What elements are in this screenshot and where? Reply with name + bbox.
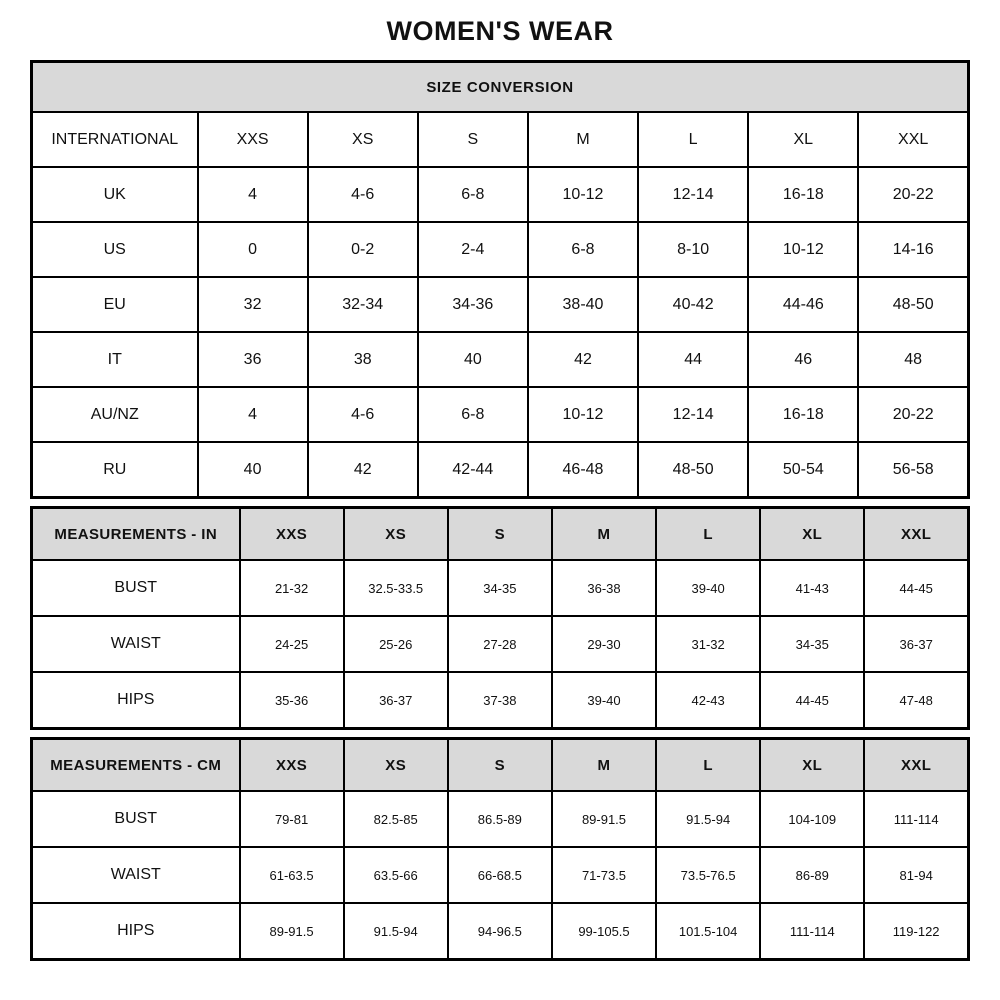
table-row-it — [32, 332, 969, 387]
table-cell: 6-8 — [528, 222, 638, 277]
table-cell: 86.5-89 — [448, 791, 552, 847]
table-banner-row — [32, 62, 969, 113]
table-cell: 61-63.5 — [240, 847, 344, 903]
table-cell: 48-50 — [638, 442, 748, 498]
column-header-s: S — [448, 508, 552, 561]
column-header-l: L — [656, 739, 760, 792]
table-cell: 0 — [198, 222, 308, 277]
row-label-us: US — [32, 222, 198, 277]
table-cell: 39-40 — [552, 672, 656, 729]
table-cell: 6-8 — [418, 387, 528, 442]
row-label-bust: BUST — [32, 560, 240, 616]
table-cell: 50-54 — [748, 442, 858, 498]
table-cell: 29-30 — [552, 616, 656, 672]
row-label-it: IT — [32, 332, 198, 387]
column-header-xs: XS — [308, 112, 418, 167]
table-cell: 12-14 — [638, 387, 748, 442]
table-cell: 0-2 — [308, 222, 418, 277]
table-cell: 63.5-66 — [344, 847, 448, 903]
table-cell: 27-28 — [448, 616, 552, 672]
table-row-bust — [32, 560, 969, 616]
row-label-waist: WAIST — [32, 847, 240, 903]
column-header-xs: XS — [344, 508, 448, 561]
row-label-bust: BUST — [32, 791, 240, 847]
table-cell: 101.5-104 — [656, 903, 760, 960]
column-header-xxl: XXL — [864, 508, 968, 561]
table-cell: 36-37 — [864, 616, 968, 672]
table-cell: 94-96.5 — [448, 903, 552, 960]
column-header-l: L — [638, 112, 748, 167]
table-cell: 37-38 — [448, 672, 552, 729]
table-cell: 20-22 — [858, 167, 968, 222]
table-cell: 86-89 — [760, 847, 864, 903]
table-cell: 38-40 — [528, 277, 638, 332]
table-cell: 4-6 — [308, 167, 418, 222]
row-label-hips: HIPS — [32, 903, 240, 960]
table-cell: 42 — [528, 332, 638, 387]
column-header-xs: XS — [344, 739, 448, 792]
table-cell: 89-91.5 — [552, 791, 656, 847]
table-cell: 2-4 — [418, 222, 528, 277]
table-cell: 10-12 — [528, 167, 638, 222]
table-cell: 89-91.5 — [240, 903, 344, 960]
table-row-waist — [32, 616, 969, 672]
column-header-m: M — [552, 508, 656, 561]
table-cell: 91.5-94 — [656, 791, 760, 847]
table-row-au-nz — [32, 387, 969, 442]
row-label-au-nz: AU/NZ — [32, 387, 198, 442]
table-row-hips — [32, 672, 969, 729]
table-cell: 25-26 — [344, 616, 448, 672]
table-cell: 91.5-94 — [344, 903, 448, 960]
table-cell: 42 — [308, 442, 418, 498]
measurements-cm-table — [30, 737, 970, 961]
row-label-eu: EU — [32, 277, 198, 332]
table-cell: 16-18 — [748, 167, 858, 222]
table-cell: 35-36 — [240, 672, 344, 729]
table-row-us — [32, 222, 969, 277]
page-title: WOMEN'S WEAR — [386, 16, 614, 46]
row-label-hips: HIPS — [32, 672, 240, 729]
table-cell: 6-8 — [418, 167, 528, 222]
table-cell: 47-48 — [864, 672, 968, 729]
table-cell: 34-35 — [448, 560, 552, 616]
row-label-uk: UK — [32, 167, 198, 222]
column-header-xxs: XXS — [240, 508, 344, 561]
table-cell: 111-114 — [760, 903, 864, 960]
table-cell: 99-105.5 — [552, 903, 656, 960]
column-header-s: S — [418, 112, 528, 167]
size-conversion-table — [30, 60, 970, 499]
column-header-m: M — [552, 739, 656, 792]
column-header-xxs: XXS — [240, 739, 344, 792]
table-cell: 42-43 — [656, 672, 760, 729]
row-label-waist: WAIST — [32, 616, 240, 672]
table-cell: 12-14 — [638, 167, 748, 222]
column-header-xl: XL — [760, 739, 864, 792]
table-row-waist — [32, 847, 969, 903]
table-cell: 20-22 — [858, 387, 968, 442]
column-header-l: L — [656, 508, 760, 561]
row-label-ru: RU — [32, 442, 198, 498]
table-row-bust — [32, 791, 969, 847]
table-cell: 34-35 — [760, 616, 864, 672]
column-header-xxs: XXS — [198, 112, 308, 167]
table-cell: 34-36 — [418, 277, 528, 332]
table-cell: 46 — [748, 332, 858, 387]
table-cell: 71-73.5 — [552, 847, 656, 903]
column-header-xl: XL — [760, 508, 864, 561]
corner-header-international: INTERNATIONAL — [32, 112, 198, 167]
table-cell: 66-68.5 — [448, 847, 552, 903]
table-cell: 38 — [308, 332, 418, 387]
header-row — [32, 508, 969, 561]
table-cell: 4 — [198, 387, 308, 442]
table-cell: 48-50 — [858, 277, 968, 332]
table-cell: 44-45 — [760, 672, 864, 729]
table-cell: 81-94 — [864, 847, 968, 903]
measurements-in-table — [30, 506, 970, 730]
table-cell: 40 — [198, 442, 308, 498]
column-header-xxl: XXL — [864, 739, 968, 792]
table-cell: 44-45 — [864, 560, 968, 616]
table-cell: 79-81 — [240, 791, 344, 847]
corner-header-measurements-cm: MEASUREMENTS - CM — [32, 739, 240, 792]
table-cell: 31-32 — [656, 616, 760, 672]
table-cell: 40-42 — [638, 277, 748, 332]
table-cell: 4 — [198, 167, 308, 222]
table-cell: 40 — [418, 332, 528, 387]
table-cell: 10-12 — [748, 222, 858, 277]
table-row-hips — [32, 903, 969, 960]
table-cell: 14-16 — [858, 222, 968, 277]
table-cell: 48 — [858, 332, 968, 387]
table-row-uk — [32, 167, 969, 222]
table-cell: 44 — [638, 332, 748, 387]
column-header-xxl: XXL — [858, 112, 968, 167]
table-cell: 44-46 — [748, 277, 858, 332]
table-cell: 4-6 — [308, 387, 418, 442]
column-header-m: M — [528, 112, 638, 167]
table-cell: 36 — [198, 332, 308, 387]
table-cell: 21-32 — [240, 560, 344, 616]
header-row — [32, 739, 969, 792]
header-row — [32, 112, 969, 167]
column-header-xl: XL — [748, 112, 858, 167]
table-cell: 46-48 — [528, 442, 638, 498]
table-cell: 111-114 — [864, 791, 968, 847]
column-header-s: S — [448, 739, 552, 792]
table-cell: 56-58 — [858, 442, 968, 498]
table-cell: 16-18 — [748, 387, 858, 442]
table-cell: 24-25 — [240, 616, 344, 672]
table-row-eu — [32, 277, 969, 332]
table-cell: 10-12 — [528, 387, 638, 442]
table-cell: 32 — [198, 277, 308, 332]
table-cell: 39-40 — [656, 560, 760, 616]
table-cell: 41-43 — [760, 560, 864, 616]
table-cell: 104-109 — [760, 791, 864, 847]
table-cell: 36-38 — [552, 560, 656, 616]
table-cell: 119-122 — [864, 903, 968, 960]
table-cell: 32-34 — [308, 277, 418, 332]
table-cell: 8-10 — [638, 222, 748, 277]
table-cell: 42-44 — [418, 442, 528, 498]
table-row-ru — [32, 442, 969, 498]
table-cell: 73.5-76.5 — [656, 847, 760, 903]
table-banner: SIZE CONVERSION — [32, 62, 969, 113]
table-cell: 32.5-33.5 — [344, 560, 448, 616]
corner-header-measurements-in: MEASUREMENTS - IN — [32, 508, 240, 561]
table-cell: 82.5-85 — [344, 791, 448, 847]
table-cell: 36-37 — [344, 672, 448, 729]
